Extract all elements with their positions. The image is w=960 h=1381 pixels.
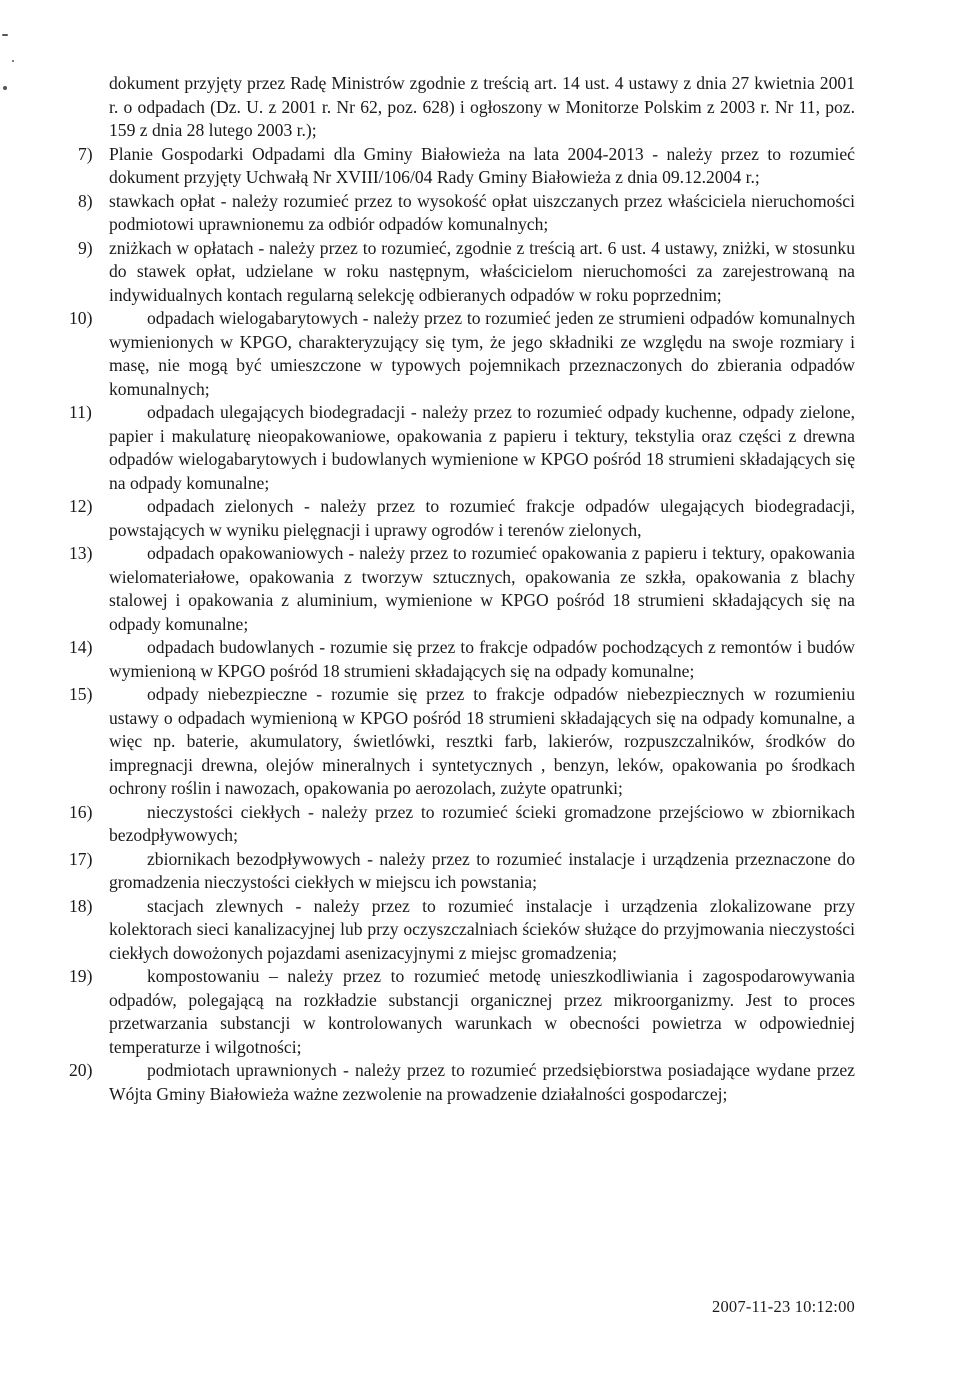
item-text: odpadach wielogabarytowych - należy przez to rozumieć jeden ze strumieni odpadów komunalnych wymienionych w KPGO, charakteryzujący się tym, że jego składniki ze względu na swoje rozmiary i masę, nie mogą być umieszczone w typowych pojemnikach przeznaczonych do zbierania odpadów komunalnych; — [109, 308, 855, 399]
list-item — [69, 801, 855, 848]
item-text: stawkach opłat - należy rozumieć przez to wysokość opłat uiszczanych przez właściciela nieruchomości podmiotowi uprawnionemu za odbiór odpadów komunalnych; — [109, 190, 855, 234]
item-text: odpadach zielonych - należy przez to rozumieć frakcje odpadów ulegających biodegradacji, powstających w wyniku pielęgnacji i uprawy ogrodów i terenów zielonych, — [109, 496, 855, 540]
item-number: 16) — [69, 801, 93, 822]
item-text: odpadach budowlanych - rozumie się przez to frakcje odpadów pochodzących z remontów i budów wymienioną w KPGO pośród 18 strumieni składających się na odpady komunalne; — [109, 637, 855, 681]
item-text: podmiotach uprawnionych - należy przez to rozumieć przedsiębiorstwa posiadające wydane przez Wójta Gminy Białowieża ważne zezwolenie na prowadzenie działalności gospodarczej; — [109, 1060, 855, 1104]
item-number: 12) — [69, 496, 93, 516]
item-text: odpadach ulegających biodegradacji - należy przez to rozumieć odpady kuchenne, odpady zielone, papier i makulaturę nieopakowaniowe, opakowania z papieru i tektury, tekstylia oraz części z drewna odpadów wielogabarytowych i budowlanych wymienione w KPGO pośród 18 strumieni składających się na odpady komunalne; — [109, 402, 855, 493]
list-item — [69, 965, 855, 1059]
item-number: 17) — [69, 848, 93, 869]
item-number: 10) — [69, 308, 93, 328]
item-text: kompostowaniu – należy przez to rozumieć metodę unieszkodliwiania i zagospodarowywania odpadów, polegającą na rozkładzie substancji organicznej przez mikroorganizmy. Jest to proces przetwarzania substancji w kontrolowanych warunkach w obecności powietrza w odpowiedniej temperaturze i wilgotności; — [109, 966, 855, 1057]
list-item — [69, 495, 855, 542]
item-number: 13) — [69, 543, 93, 563]
list-item — [69, 401, 855, 495]
list-item — [69, 307, 855, 401]
list-item — [78, 143, 855, 190]
item-text: odpadach opakowaniowych - należy przez to rozumieć opakowania z papieru i tektury, opakowania wielomateriałowe, opakowania z tworzyw sztucznych, opakowania ze szkła, opakowania z blachy stalowej i opakowania z aluminium, wymienione w KPGO pośród 18 strumieni składających się na odpady komunalne; — [109, 543, 855, 634]
list-item — [78, 237, 855, 308]
item-number: 7) — [78, 143, 93, 164]
item-number: 8) — [78, 190, 93, 211]
item-text: zniżkach w opłatach - należy przez to rozumieć, zgodnie z treścią art. 6 ust. 4 ustawy, zniżki, w stosunku do stawek opłat, udzielane w roku następnym, właścicielom nieruchomości za zarejestrowaną na indywidualnych kontach regularną selekcję odbieranych odpadów w roku poprzednim; — [109, 237, 855, 305]
print-timestamp: 2007-11-23 10:12:00 — [712, 1297, 855, 1316]
item-number: 11) — [69, 402, 92, 422]
list-item — [69, 895, 855, 966]
item-number: 19) — [69, 966, 93, 986]
list-item — [69, 542, 855, 636]
document-body — [69, 72, 855, 1106]
scan-dot-mark — [3, 86, 7, 90]
item-number: 20) — [69, 1060, 93, 1080]
item-number: 9) — [78, 237, 93, 258]
item-text: odpady niebezpieczne - rozumie się przez to frakcje odpadów niebezpiecznych w rozumieniu ustawy o odpadach wymienioną w KPGO pośród 18 strumieni składających się na odpady komunalne, a więc np. baterie, akumulatory, świetlówki, resztki farb, lakierów, rozpuszczalników, środków do impregnacji drewna, olejów mineralnych i syntetycznych , benzyn, leków, opakowania po środkach ochrony roślin i nawozach, opakowania po aerozolach, zużyte opatrunki; — [109, 684, 855, 798]
item-text: zbiornikach bezodpływowych - należy przez to rozumieć instalacje i urządzenia przeznaczone do gromadzenia nieczystości ciekłych w miejscu ich powstania; — [109, 848, 855, 892]
definitions-list — [69, 143, 855, 1107]
item-text: nieczystości ciekłych - należy przez to rozumieć ścieki gromadzone przejściowo w zbiornikach bezodpływowych; — [109, 801, 855, 845]
item-text: stacjach zlewnych - należy przez to rozumieć instalacje i urządzenia zlokalizowane przy kolektorach sieci kanalizacyjnej lub przy oczyszczalniach ścieków służące do przyjmowania nieczystości ciekłych dowożonych pojazdami asenizacyjnymi z miejsc gromadzenia; — [109, 895, 855, 963]
scan-dash-mark — [2, 34, 8, 36]
item-number: 14) — [69, 637, 93, 657]
item-number: 18) — [69, 895, 93, 916]
list-item — [69, 1059, 855, 1106]
list-item — [69, 636, 855, 683]
list-item — [69, 848, 855, 895]
list-item — [69, 683, 855, 801]
list-item — [78, 190, 855, 237]
scan-speck-mark — [12, 60, 14, 62]
item-number: 15) — [69, 684, 93, 704]
intro-paragraph: dokument przyjęty przez Radę Ministrów zgodnie z treścią art. 14 ust. 4 ustawy z dnia 27 kwietnia 2001 r. o odpadach (Dz. U. z 2001 r. Nr 62, poz. 628) i ogłoszony w Monitorze Polskim z 2003 r. Nr 11, poz. 159 z dnia 28 lutego 2003 r.); — [109, 73, 855, 140]
item-text: Planie Gospodarki Odpadami dla Gminy Białowieża na lata 2004-2013 - należy przez to rozumieć dokument przyjęty Uchwałą Nr XVIII/106/04 Rady Gminy Białowieża z dnia 09.12.2004 r.; — [109, 143, 855, 187]
